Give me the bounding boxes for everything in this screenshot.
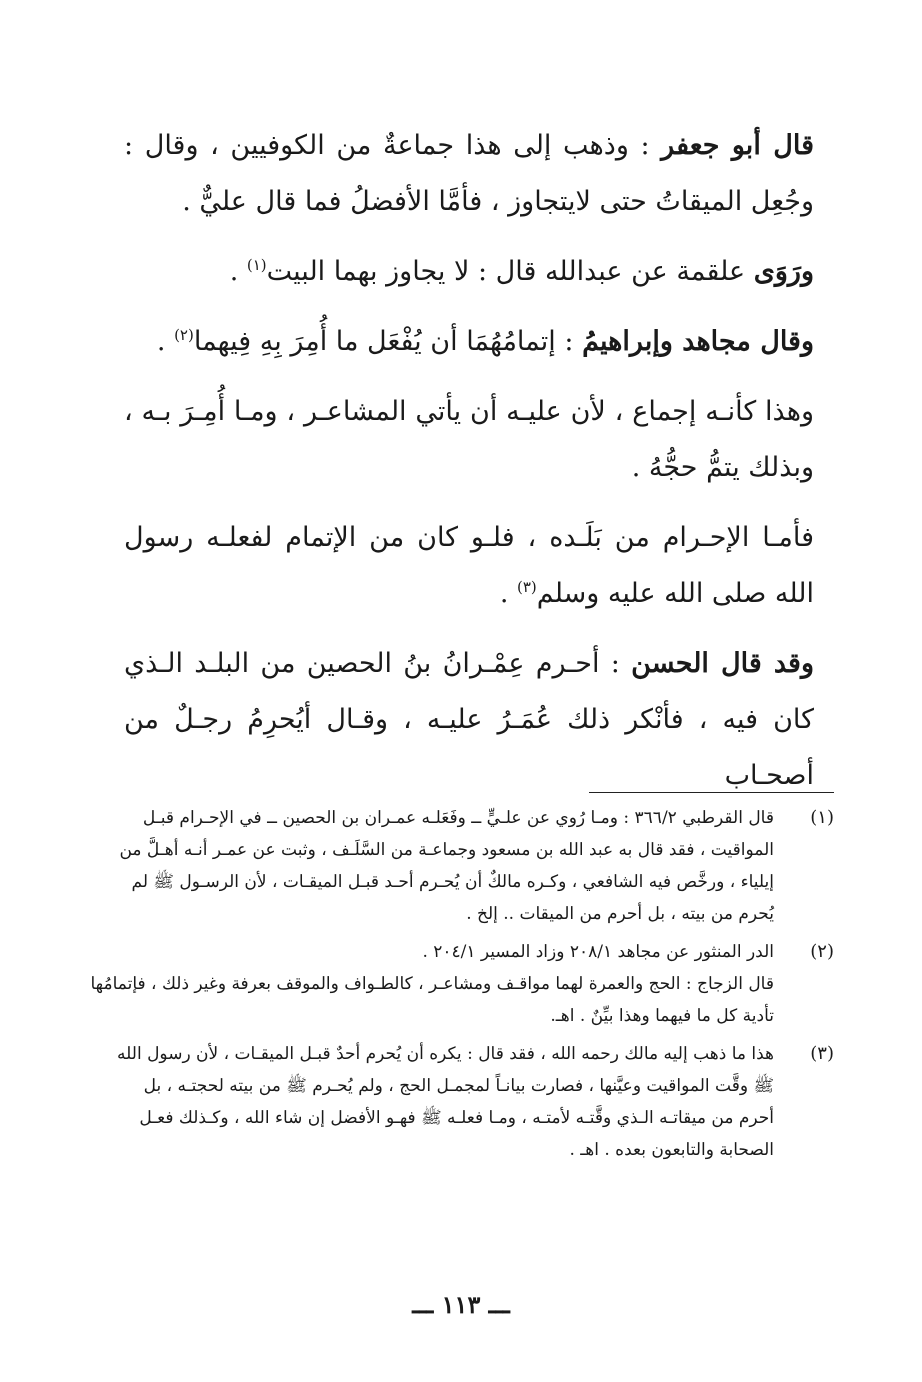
paragraph-tail: . (499, 578, 517, 609)
paragraph-lead: وقال مجاهد وإبراهيمُ (582, 326, 814, 357)
paragraph-text: : وذهب إلى هذا جماعةٌ من الكوفيين ، وقال : وجُعِل الميقاتُ حتى لايتجاوز ، فأمَّا الأفضلُ فما قال عليٌّ . (124, 130, 814, 217)
footnote-line: أحرم من ميقاتـه الـذي وقَّتـه لأمتـه ، ومـا فعلـه ﷺ فهـو الأفضل إن شاء الله ، وكـذلك فعـل (139, 1108, 774, 1128)
footnote-line: هذا ما ذهب إليه مالك رحمه الله ، فقد قال : يكره أن يُحرم أحدٌ قبـل الميقـات ، لأن رسول الله (117, 1044, 774, 1064)
footnote-line: ﷺ وقَّت المواقيت وعيَّنها ، فصارت بيانـاً لمجمـل الحج ، ولم يُحـرم ﷺ من بيته لحجتـه ، بل (143, 1076, 774, 1096)
paragraph-lead: قال أبو جعفر (661, 130, 814, 161)
paragraph-text: وهذا كأنـه إجماع ، لأن عليـه أن يأتي المشاعـر ، ومـا أُمِـرَ بـه ، وبذلك يتمُّ حجُّهُ . (124, 396, 814, 483)
footnote-number: (٣) (810, 1043, 834, 1064)
paragraph-lead: وقد قال الحسن (631, 648, 815, 679)
paragraph-tail: . (229, 256, 247, 287)
footnote-line: قال القرطبي ٣٦٦/٢ : ومـا رُوي عن علـيٍّ ــ وفَعَلـه عمـران بن الحصين ــ في الإحـرام قبـل (142, 808, 774, 828)
paragraph-text: : إتمامُهُمَا أن يُفْعَل ما أُمِرَ بِهِ فِيهما (193, 326, 583, 357)
paragraph-1 (124, 118, 814, 230)
footnote-2 (78, 936, 834, 1032)
footnote-1 (78, 802, 834, 930)
paragraph-text: علقمة عن عبدالله قال : لا يجاوز بهما البيت (266, 256, 754, 287)
footnote-line: الصحابة والتابعون بعده . اهـ . (569, 1140, 774, 1160)
footnote-body (78, 936, 774, 1032)
footnotes (78, 802, 834, 1172)
footnote-ref-1[interactable]: (١) (246, 256, 267, 274)
footnote-body (78, 1038, 774, 1166)
paragraph-lead: ورَوَى (753, 256, 814, 287)
page-number: ـــ ١١٣ ـــ (412, 1290, 510, 1319)
paragraph-3 (124, 314, 814, 370)
footnote-ref-3[interactable]: (٣) (516, 578, 537, 596)
paragraph-tail: . (156, 326, 175, 357)
footnote-number: (١) (810, 807, 834, 828)
footnote-line: قال الزجاج : الحج والعمرة لهما مواقـف ومشاعـر ، كالطـواف والموقف بعرفة وغير ذلك ، فإتمامُها (90, 974, 774, 994)
paragraph-5 (124, 510, 814, 622)
footnote-line: إيلياء ، ورخَّص فيه الشافعي ، وكـره مالكٌ أن يُحـرم أحـد قبـل الميقـات ، لأن الرسـول ﷺ لم (131, 872, 774, 892)
paragraph-2 (124, 244, 814, 300)
footnote-divider (589, 792, 834, 793)
footnote-line: الدر المنثور عن مجاهد ٢٠٨/١ وزاد المسير ٢٠٤/١ . (422, 942, 774, 962)
footnote-line: المواقيت ، فقد قال به عبد الله بن مسعود وجماعـة من السَّلَـف ، وثبت عن عمـر أنـه أهـلَّ من (119, 840, 774, 860)
footnote-number: (٢) (810, 941, 834, 962)
footnote-3 (78, 1038, 834, 1166)
paragraph-4 (124, 384, 814, 496)
paragraph-text: فأمـا الإحـرام من بَلَـده ، فلـو كان من الإتمام لفعلـه رسول الله صلى الله عليه وسلم (124, 522, 814, 609)
footnote-body (78, 802, 774, 930)
footnote-ref-2[interactable]: (٢) (174, 326, 194, 344)
paragraph-6 (124, 636, 814, 804)
paragraph-text: : أحـرم عِمْـرانُ بنُ الحصين من البلـد الـذي كان فيه ، فأنْكر ذلك عُمَـرُ عليـه ، وقـال أيُحرِمُ رجـلٌ من أصحـاب (124, 648, 814, 791)
footnote-line: تأدية كل ما فيهما وهذا بيِّنٌ . اهـ. (550, 1006, 774, 1026)
main-text (124, 118, 814, 818)
footnote-line: يُحرم من بيته ، بل أحرم من الميقات .. إلخ . (466, 904, 774, 924)
